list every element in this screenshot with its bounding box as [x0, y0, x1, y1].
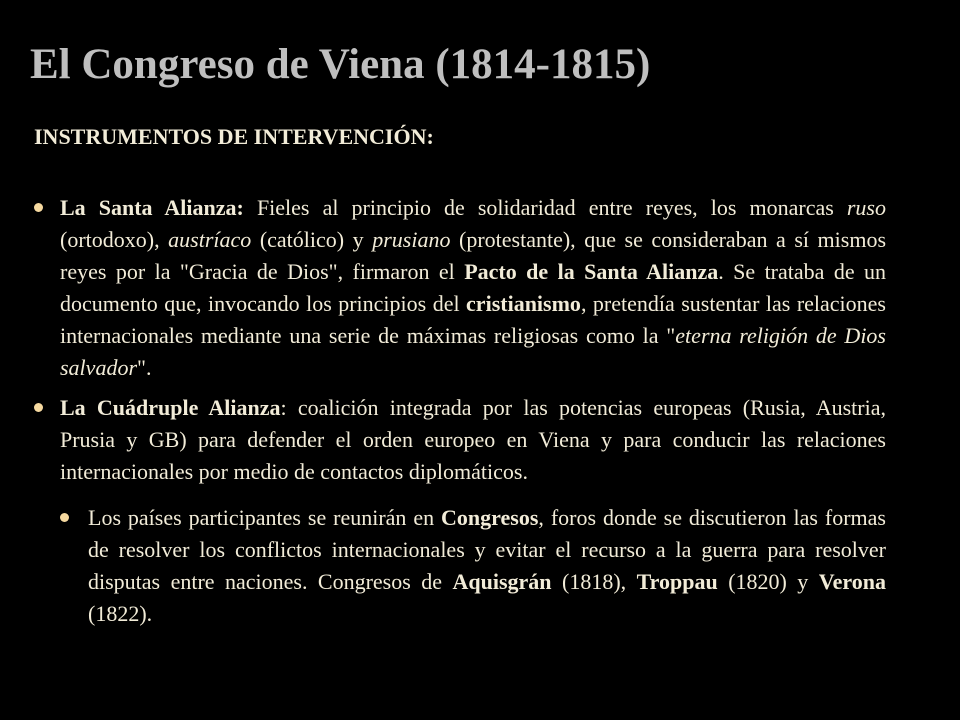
- bullet-dot-icon: [60, 513, 69, 522]
- text-fragment: , foros donde se discutieron las formas de resolver los conflictos internacionales y evitar el recurso a la guerra para resolver disputas entre naciones. Congresos de: [88, 505, 886, 594]
- text-fragment: ".: [137, 355, 152, 380]
- text-fragment: (protestante), que se consideraban a sí mismos reyes por la "Gracia de Dios", firmaron el: [60, 227, 886, 284]
- text-fragment: (1818),: [551, 569, 637, 594]
- text-fragment: . Se trataba de un documento que, invocando los principios del: [60, 259, 887, 316]
- emph-troppau: Troppau: [636, 569, 718, 594]
- bullet-dot-icon: [34, 203, 43, 212]
- term-cuadruple-alianza: La Cuádruple Alianza: [60, 395, 281, 420]
- emph-aquisgran: Aquisgrán: [452, 569, 552, 594]
- emph-prusiano: prusiano: [372, 227, 451, 252]
- term-santa-alianza: La Santa Alianza:: [60, 195, 244, 220]
- bullet-santa-alianza: [34, 192, 886, 384]
- section-heading: INSTRUMENTOS DE INTERVENCIÓN:: [34, 124, 434, 149]
- slide-content: [34, 192, 886, 638]
- emph-cristianismo: cristianismo: [466, 291, 581, 316]
- text-fragment: (católico) y: [251, 227, 373, 252]
- text-fragment: (1820) y: [717, 569, 819, 594]
- text-fragment: Los países participantes se reunirán en: [88, 505, 442, 530]
- emph-ruso: ruso: [846, 195, 886, 220]
- text-fragment: , pretendía sustentar las relaciones internacionales mediante una serie de máximas religiosas como la ": [60, 291, 886, 348]
- emph-pacto: Pacto de la Santa Alianza: [464, 259, 719, 284]
- text-fragment: Fieles al principio de solidaridad entre reyes, los monarcas: [243, 195, 847, 220]
- slide-title: El Congreso de Viena (1814-1815): [30, 41, 651, 88]
- text-fragment: (1822).: [88, 601, 153, 626]
- sub-bullet-congresos: [60, 502, 886, 630]
- bullet-cuadruple-alianza: [34, 392, 886, 488]
- emph-eterna: eterna religión de Dios salvador: [60, 323, 886, 380]
- emph-congresos: Congresos: [441, 505, 539, 530]
- text-fragment: : coalición integrada por las potencias europeas (Rusia, Austria, Prusia y GB) para defender el orden europeo en Viena y para conducir las relaciones internacionales por medio de contactos diplomáticos.: [60, 395, 886, 484]
- emph-austriaco: austríaco: [168, 227, 252, 252]
- bullet-dot-icon: [34, 403, 43, 412]
- text-fragment: (ortodoxo),: [60, 227, 169, 252]
- emph-verona: Verona: [818, 569, 887, 594]
